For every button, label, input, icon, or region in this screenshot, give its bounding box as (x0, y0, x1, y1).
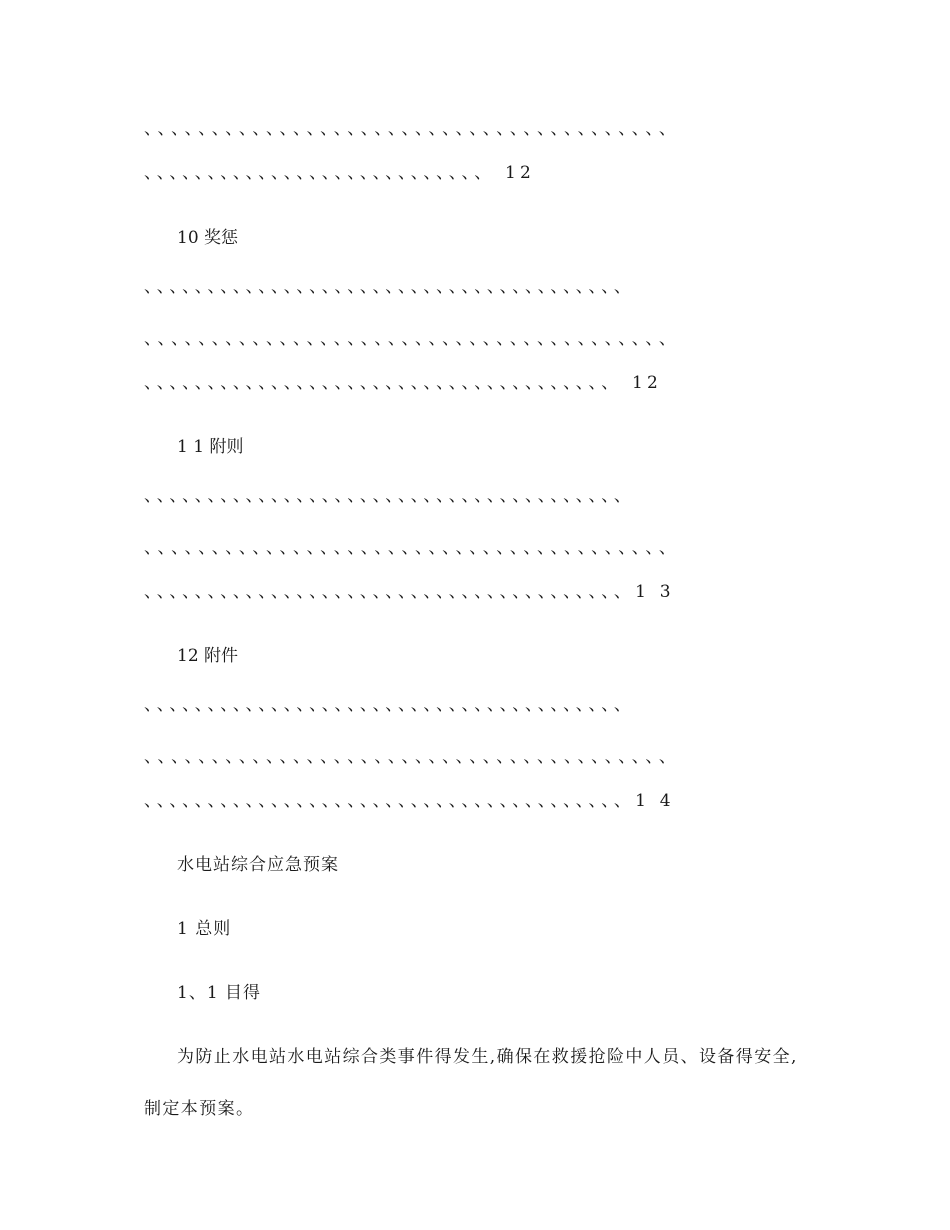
toc-entry-title: 12 附件 (177, 646, 239, 666)
toc-leader-line-with-page: 、、、、、、、、、、、、、、、、、、、、、、、、、、、、、、、、、、、、、、1 3 (144, 582, 675, 602)
document-title: 水电站综合应急预案 (177, 855, 339, 875)
toc-entry-title: 10 奖惩 (177, 228, 239, 248)
body-paragraph-line: 制定本预案。 (144, 1099, 255, 1119)
toc-leader-line: 、、、、、、、、、、、、、、、、、、、、、、、、、、、、、、、、、、、、、、、 (144, 119, 681, 139)
section-heading: 1 总则 (177, 919, 232, 939)
toc-entry-title: 1 1 附则 (177, 437, 244, 457)
toc-leader-line: 、、、、、、、、、、、、、、、、、、、、、、、、、、、、、、、、、、、、、、、 (144, 747, 681, 767)
toc-leader-line: 、、、、、、、、、、、、、、、、、、、、、、、、、、、、、、、、、、、、、、 (144, 695, 636, 715)
toc-leader-line-with-page: 、、、、、、、、、、、、、、、、、、、、、、、、、、、、、、、、、、、、、、1 4 (144, 791, 675, 811)
toc-leader-line: 、、、、、、、、、、、、、、、、、、、、、、、、、、、、、、、、、、、、、、、 (144, 329, 681, 349)
body-paragraph-line: 为防止水电站水电站综合类事件得发生,确保在救援抢险中人员、设备得安全, (177, 1047, 798, 1067)
subsection-heading: 1、1 目得 (177, 983, 262, 1003)
toc-leader-line: 、、、、、、、、、、、、、、、、、、、、、、、、、、、、、、、、、、、、、、 (144, 277, 636, 297)
toc-leader-line-with-page: 、、、、、、、、、、、、、、、、、、、、、、、、、、、、、、、、、、、、、 12 (144, 373, 663, 393)
toc-leader-line: 、、、、、、、、、、、、、、、、、、、、、、、、、、、、、、、、、、、、、、 (144, 486, 636, 506)
toc-leader-line-with-page: 、、、、、、、、、、、、、、、、、、、、、、、、、、、 12 (144, 163, 536, 183)
toc-leader-line: 、、、、、、、、、、、、、、、、、、、、、、、、、、、、、、、、、、、、、、、 (144, 538, 681, 558)
